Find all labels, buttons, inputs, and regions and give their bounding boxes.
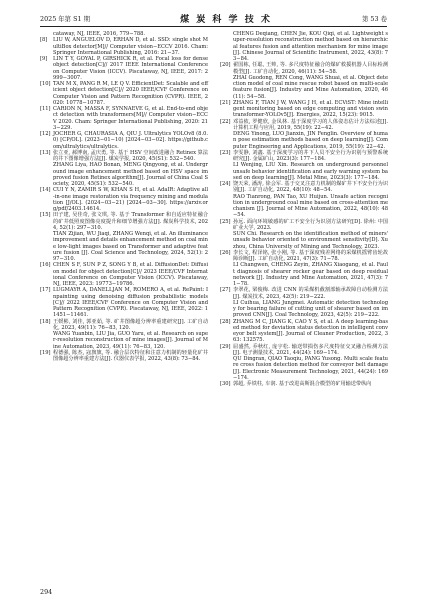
reference-text: TAN M X, PANG R M, LE Q V. EfficientDet: Scalable and efficient object detection[C]// 2020 IEEE/CVF Conference on Computer Vision and Pattern Recognition (CVPR). IEEE, 2020: 10778−10787. [53, 81, 208, 106]
reference-entry [220, 162, 388, 181]
reference-entry [40, 37, 208, 56]
reference-text: JOCHER G, CHAURASIA A, QIU J. Ultralytics YOLOv8 (8.0.0) [CP/OL]. (2023−01−10) [2024−03−02]. https://github.com/ultralytics/ultralytics. [53, 131, 208, 150]
reference-entry [220, 344, 388, 357]
reference-entry [220, 287, 388, 300]
reference-entry [220, 231, 388, 250]
reference-text: CARION N, MASSA F, SYNNAEVE G, et al. End-to-end object detection with transformers[M]// Computer vision−ECCV 2020. Cham: Springer International Publishing, 2020: 213−229. [53, 106, 208, 131]
reference-number: [22] [220, 118, 231, 125]
reference-entry [40, 81, 208, 106]
reference-number: [13] [40, 149, 51, 156]
reference-number [220, 162, 233, 181]
reference-entry [220, 262, 388, 287]
reference-number [220, 75, 233, 100]
reference-number [220, 131, 233, 150]
reference-entry [220, 194, 388, 219]
reference-number: [15] [40, 212, 51, 219]
reference-entry [220, 31, 388, 62]
reference-text: 孙远. 面向环境敏感的矿工不安全行为识别方法研究[D]. 徐州: 中国矿业大学, 2023. [233, 218, 388, 231]
reference-entry [40, 212, 208, 231]
reference-text: 屈盛然, 乔秋红, 庞宇松. 输送带损伤多尺度特征交叉融合检测方法[J]. 电子测量技术, 2021, 44(24): 169−174. [233, 343, 388, 356]
reference-text: LIU W, ANGUELOV D, ERHAN D, et al. SSD: single shot MultiBox detector[M]// Computer vision−ECCV 2016. Cham: Springer International Publishing, 2016: 21−37. [53, 37, 208, 56]
reference-text: 王媛彬, 刘佳, 郭亚茹, 等. 矿井图像超分辨率重建研究[J]. 工矿自动化, 2023, 49(11): 76−83, 120. [53, 318, 208, 331]
reference-text: 程德强, 陈杰, 寇旗旗, 等. 融合层次特征和注意力机制的轻量化矿井图像超分辨率重建方法[J]. 仪器仪表学报, 2022, 43(8): 73−84. [53, 349, 208, 362]
reference-entry [220, 119, 388, 132]
reference-number: [20] [220, 62, 231, 69]
reference-entry [40, 231, 208, 262]
reference-text: 李翠花, 梁俊梅. 改进 CNN 的采煤机截割部轴承故障自动检测方法[J]. 煤炭技术, 2023, 42(5): 219−222. [233, 287, 388, 300]
reference-number: [19] [40, 349, 51, 356]
reference-number: [28] [220, 318, 231, 325]
reference-number: [12] [40, 131, 51, 137]
reference-entry [40, 350, 208, 363]
reference-entry [220, 75, 388, 100]
reference-entry [220, 381, 388, 387]
volume-label: 第 53 卷 [362, 14, 387, 23]
reference-entry [40, 262, 208, 287]
reference-number: [14] [40, 187, 51, 194]
reference-number: [8] [40, 37, 48, 44]
reference-entry [40, 56, 208, 81]
reference-text: cataway, NJ, IEEE, 2016, 779−788. [53, 31, 146, 37]
reference-text: 翟国栋, 任聪, 王帅, 等. 多尺度特征融合的煤矿救援机器人目标检测模型[J]. 工矿自动化, 2020, 46(11): 54−58. [233, 62, 388, 75]
reference-entry [40, 319, 208, 332]
reference-entry [220, 250, 388, 263]
reference-text: 饶天荣, 潘涛, 徐会军. 基于交叉注意力机制的煤矿井下不安全行为识别[J]. 工矿自动化, 2022, 48(10): 48−54. [233, 181, 388, 194]
reference-text: RAO Tianrong, PAN Tao, XU Huijun. Unsafe action recognition in underground coal mine based on cross-attention mechanism [J]. Journal of Mine Automation, 2022, 48(10): 48−54. [233, 193, 388, 219]
reference-number: [29] [220, 343, 231, 350]
issue-label: 2025 年第 S1 期 [40, 14, 90, 23]
reference-column-right [220, 31, 388, 387]
reference-entry [220, 100, 388, 119]
reference-entry [40, 187, 208, 212]
reference-text: 郭超, 乔铁柱, 车润. 基于改进高斯混合模型的矿用输送带纵向 [233, 381, 372, 387]
reference-text: QU Dingran, QIAO Taoqiu, PANG Yusong. Multi scale feature cross fusion detection method for conveyor belt damage[J]. Electronic Measurement Technology, 2021, 44(24): 169−174. [233, 356, 388, 381]
reference-entry [40, 331, 208, 350]
reference-number: [27] [220, 287, 231, 294]
reference-text: LIN T Y, GOYAL P, GIRSHICK R, et al. Focal loss for dense object detection[C]// 2017 IEEE International Conference on Computer Vision (ICCV). Piscataway, NJ, IEEE, 2017: 2999−3007. [53, 56, 208, 81]
reference-text: 李雯静, 刘鑫. 基于深度学习的井下人员不安全行为识别与预警系统研究[J]. 金属矿山, 2023(3): 177−184. [233, 149, 388, 162]
reference-number: [30] [220, 381, 231, 387]
reference-text: CHEN S F, SUN P Z, SONG Y B, et al. DiffusionDet: Diffusion model for object detection[C]// 2023 IEEE/CVF International Conference on Computer Vision (ICCV). Piscataway, NJ, IEEE, 2023: 19773−19786. [53, 262, 208, 287]
reference-text: WANG Yuanbin, LIU Jia, GUO Yaru, et al. Research on super-resolution reconstruction of mine images[J]. Journal of Mine Automation, 2023, 49(11): 76−83, 120. [53, 331, 208, 350]
reference-text: LUGMAYR A, DANELLJAN M, ROMERO A, et al. RePaint: Inpainting using denoising diffusion probabilistic models[C]// 2022 IEEE/CVF Conference on Computer Vision and Pattern Recognition (CVPR). Piscataway, NJ, IEEE, 2022: 11451−11461. [53, 287, 208, 319]
reference-number: [11] [40, 106, 51, 112]
reference-text: ZHAI Guodong, REN Cong, WANG Shuai, et al. Object detection model of coal mine rescue robot based on multi-scale feature fusion[J]. Industry and Mine Automation, 2020, 46(11): 54−58. [233, 74, 388, 100]
reference-number [40, 162, 53, 187]
reference-text: 李长文, 程泽铭, 张小刚, 等. 基于深度残差网络的采煤机摇臂齿轮故障诊断[J]. 工矿自动化, 2021, 47(3): 71−78. [233, 249, 388, 262]
reference-text: CUI Y N, ZAMIR S W, KHAN S H, et al. AdaIR: Adaptive all-in-one image restoration via frequency mining and modulation [J/OL]. (2024−03−21) [2024−03−30]. https://arxiv.org/pdf/2403.14614. [53, 187, 208, 212]
reference-number: [25] [220, 218, 231, 225]
reference-entry [220, 300, 388, 319]
reference-number [40, 231, 53, 262]
reference-number [40, 331, 53, 350]
reference-entry [40, 287, 208, 318]
reference-text: 邓益侬, 罗健欣, 金凤林. 基于深度学习的人体姿态估计方法综述[J]. 计算机工程与应用, 2019, 55(19): 22−42. [233, 118, 388, 131]
reference-number [220, 356, 233, 381]
reference-text: ZHANG Liya, HAO Bonan, MENG Qingyong, et al. Underground image enhancement method based on HSV space improved fusion Retinex algorithm[J]. Journal of China Coal Society, 2020, 45(S1): 532−540. [53, 162, 208, 187]
reference-text: ZHANG F, TIAN J W, WANG J H, et al. ECViST: Mine intelligent monitoring based on edge computing and vision swin transformer-YOLOv5[J]. Energies, 2022, 15(23): 9015. [233, 99, 388, 119]
reference-number: [26] [220, 249, 231, 256]
reference-entry [220, 319, 388, 344]
header-rule [40, 26, 387, 27]
reference-number: [21] [220, 99, 231, 106]
reference-entry [220, 356, 388, 381]
reference-number: [24] [220, 181, 231, 187]
reference-text: DENG Yinong, LUO Jianxin, JIN Fenglin. Overview of human pose estimation methods based on deep learning[J]. Computer Engineering and Applications, 2019, 55(19): 22−42. [233, 131, 388, 150]
reference-number [220, 300, 233, 319]
reference-entry [40, 131, 208, 150]
running-header [40, 11, 387, 25]
reference-entry [40, 106, 208, 131]
reference-number [220, 31, 233, 62]
reference-entry [220, 150, 388, 163]
reference-number: [18] [40, 318, 51, 325]
reference-number: [16] [40, 262, 51, 269]
reference-number [220, 262, 233, 287]
reference-number [220, 231, 233, 250]
reference-column-left [40, 31, 208, 362]
reference-number: [23] [220, 149, 231, 156]
reference-number: [10] [40, 81, 51, 87]
reference-text: LI Cuihua, LIANG Jungmei. Automatic detection technology for bearing failure of cutting unit of shearer based on improved CNN[J]. Coal Technology, 2023, 42(5): 219−222. [233, 299, 388, 319]
reference-text: 田子建, 吴佳奇, 张文琪, 等. 基于 Transformer 和自适应特征融合的矿井低照度图像亮度提升和细节增强方法[J]. 煤炭科学技术, 2024, 52(1): 297−310. [53, 212, 208, 231]
reference-number: [9] [40, 56, 48, 62]
reference-text: CHENG Deqiang, CHEN Jie, KOU Qiqi, et al. Lightweight super-resolution reconstruction method based on hierarchical features fusion and attention mechanism for mine image[J]. Chinese Journal of Scientific Instrument, 2022, 43(8): 73−84. [233, 31, 388, 62]
reference-text: ZHANG M C, JIANG K, CAO Y S, et al. A deep learning-based method for deviation status detection in intelligent conveyor belt system[J]. Journal of Cleaner Production, 2022, 363: 132575. [233, 318, 388, 344]
reference-text: 张立亚, 郝博南, 孟庆勇, 等. 基于 HSV 空间改进融合 Retinex 算法的井下图像增强方法[J]. 煤炭学报, 2020, 45(S1): 532−540. [53, 149, 208, 162]
reference-text: TIAN Zijian, WU Jiaqi, ZHANG Wenqi, et al. An illuminance improvement and details enhancement method on coal mine low-light images based on Transformer and adaptive feature fusion [J]. Coal Science and Technology, 2024, 52(1): 297−310. [53, 231, 208, 262]
page-number: 294 [40, 588, 53, 596]
reference-number [220, 194, 233, 219]
reference-entry [220, 181, 388, 194]
reference-entry [40, 162, 208, 187]
reference-entry [220, 62, 388, 75]
reference-entry [220, 219, 388, 232]
journal-title: 煤 炭 科 学 技 术 [180, 14, 272, 25]
reference-text: LI Changwen, CHENG Zeyin, ZHANG Xiaogang, et al. Fault diagnosis of shearer rocker gear based on deep residual network [J]. Industry and Mine Automation, 2021, 47(3): 71−78. [233, 262, 388, 287]
reference-entry [220, 131, 388, 150]
reference-entry [40, 150, 208, 163]
reference-text: LI Wenjing, LIU Xin. Research on underground personnel unsafe behavior identification and early warning system based on deep learning[J]. Metal Mine, 2023(3): 177−184. [233, 162, 388, 181]
reference-text: SUN Chi. Research on the identification method of miners' unsafe behavior oriented to environment sensitivity[D]. Xuzhou, China University of Mining and Technology, 2023. [233, 231, 388, 250]
reference-number: [17] [40, 287, 51, 294]
